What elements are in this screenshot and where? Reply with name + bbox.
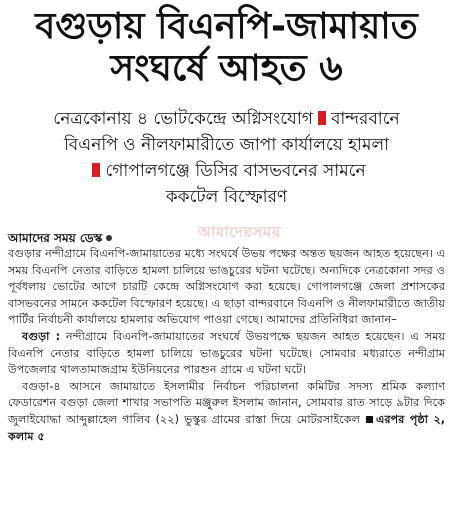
subheadlines bbox=[8, 106, 445, 210]
paragraph-2-text: নন্দীগ্রামে বিএনপি-জামায়াতের সংঘর্ষে উভয়পক্ষে ছয়জন আহত হয়েছেন। এ সময় বিএনপি নেতার বাড়িতে হামলা চালিয়ে ভাঙচুরের ঘটনা ঘটেছে। সোমবার মধ্যরাতে নন্দীগ্রাম উপজেলার থালতামাজগ্রাম ইউনিয়নের পারশুন গ্রামে এ ঘটনা ঘটে। bbox=[8, 329, 445, 377]
subhead-line-3-text: গোপালগঞ্জে ডিসির বাসভবনের সামনে bbox=[105, 161, 366, 181]
subhead-line-2: বিএনপি ও নীলফামারীতে জাপা কার্যালয়ে হামলা bbox=[63, 135, 390, 155]
byline: আমাদের সময় ডেস্ক bbox=[8, 231, 103, 245]
paragraph-1: বগুড়ার নন্দীগ্রামে বিএনপি-জামায়াতের মধ্যে সংঘর্ষে উভয় পক্ষের অন্তত ছয়জন আহত হয়েছেন। এ সময় বিএনপি নেতার বাড়িতে হামলা চালিয়ে ভাঙচুরের ঘটনা ঘটেছে। অন্যদিকে নেত্রকোনা সদর ও পূর্বধলায় ভোটের আগে চারটি কেন্দ্রে অগ্নিসংযোগ করা হয়েছে। গোপালগঞ্জে জেলা প্রশাসকের বাসভবনের সামনে ককটেল বিস্ফোরণ হয়েছে। এ ছাড়া বান্দরবানে বিএনপি ও নীলফামারীতে জাতীয় পার্টির নির্বাচনী কার্যালয়ে হামলার অভিযোগ পাওয়া গেছে। আমাদের প্রতিনিধিরা জানান– bbox=[8, 247, 445, 327]
headline-line-1: বগুড়ায় বিএনপি-জামায়াত bbox=[35, 6, 418, 47]
watermark-logo: আমাদেরসময় bbox=[198, 223, 281, 241]
subhead-line-4: ককটেল বিস্ফোরণ bbox=[165, 187, 288, 207]
black-square-icon bbox=[366, 416, 373, 423]
subhead-line-1b: বান্দরবানে bbox=[330, 109, 400, 129]
paragraph-2 bbox=[8, 329, 445, 379]
byline-row bbox=[8, 223, 445, 246]
bullet-dot-icon bbox=[106, 235, 112, 241]
headline-line-2: সংঘর্ষে আহত ৬ bbox=[110, 48, 343, 89]
red-square-bullet-icon bbox=[92, 163, 100, 177]
headline bbox=[8, 6, 445, 90]
continued-label: এরপর পৃষ্ঠা ২, কলাম ৫ bbox=[8, 412, 445, 443]
red-square-bullet-icon bbox=[318, 111, 326, 125]
subhead-line-1a: নেত্রকোনায় ৪ ভোটকেন্দ্রে অগ্নিসংযোগ bbox=[53, 109, 313, 129]
subhead-line-1 bbox=[8, 106, 445, 132]
paragraph-3 bbox=[8, 379, 445, 445]
paragraph-3-text: বগুড়া-৪ আসনে জামায়াতে ইসলামীর নির্বাচন পরিচালনা কমিটির সদস্য শ্রমিক কল্যাণ ফেডারেশন বগুড়া জেলা শাখার সভাপতি মঞ্জুরুল ইসলাম জানান, সোমবার রাত সাড়ে ৯টার দিকে জুলাইযোদ্ধা আব্দুল্লাহেল গালিব (২২) ভুস্কুর গ্রামের রাস্তা দিয়ে মোটরসাইকেল bbox=[8, 379, 445, 426]
subhead-line-3 bbox=[8, 158, 445, 184]
paragraph-2-lead: বগুড়া : bbox=[22, 329, 61, 343]
article-body bbox=[8, 246, 445, 445]
